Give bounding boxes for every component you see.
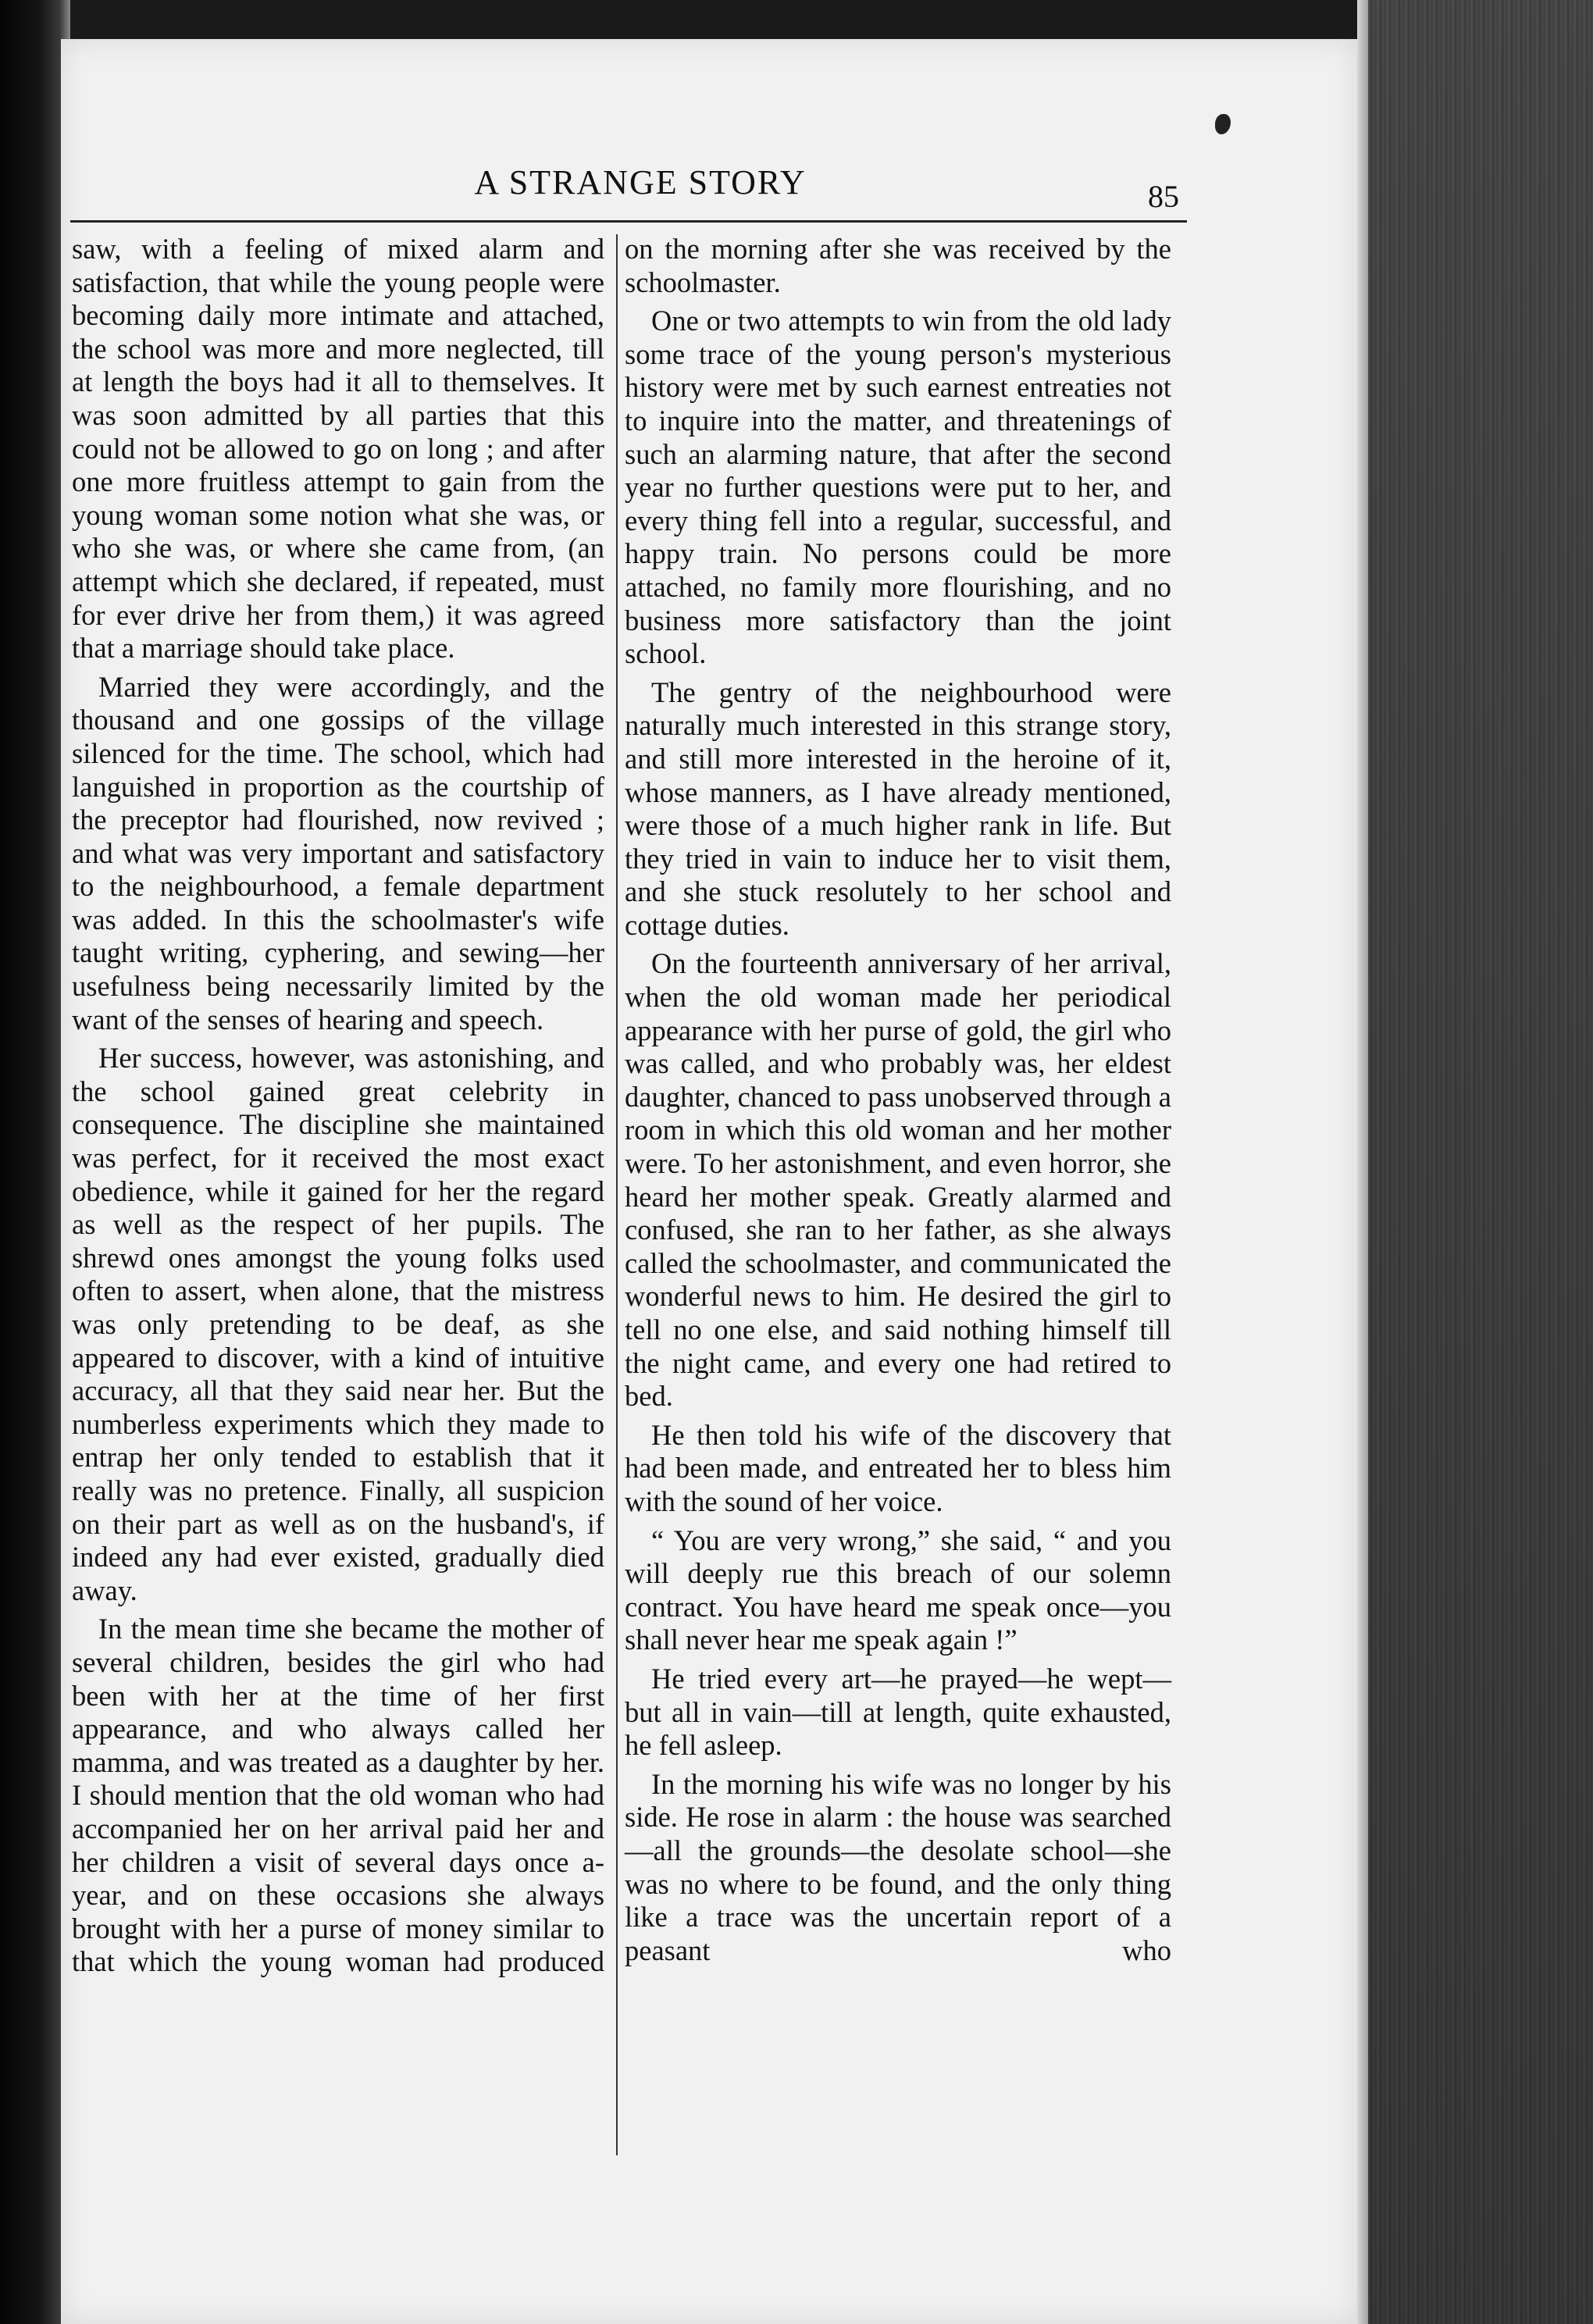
running-head: A STRANGE STORY <box>474 163 807 201</box>
header-rule <box>70 220 1187 223</box>
left-column <box>72 233 604 1979</box>
book-gutter-shadow <box>0 0 70 2324</box>
paragraph: Married they were accordingly, and the thousand and one gossips of the village silenced for the time. The school, which had languished in proportion as the courtship of the preceptor had flourished, now revived ; and what was very important and satisfactory to the neighbourhood, a female department was added. In this the schoolmaster's wife taught writing, cyphering, and sewing—her usefulness being necessarily limited by the want of the senses of hearing and speech. <box>72 670 604 1035</box>
column-divider <box>616 234 618 2155</box>
paragraph: on the morning after she was received by the schoolmaster. <box>625 233 1171 298</box>
paragraph: On the fourteenth anniversary of her arrival, when the old woman made her periodical appearance with her purse of gold, the girl who was called, and who probably was, her eldest daughter, chanced to pass unobserved through a room in which this old woman and her mother were. To her astonishment, and even horror, she heard her mother speak. Greatly alarmed and confused, she ran to her father, as she always called the schoolmaster, and communicated the wonderful news to him. He desired the girl to tell no one else, and said nothing himself till the night came, and every one had retired to bed. <box>625 947 1171 1413</box>
paragraph: Her success, however, was astonishing, and the school gained great celebrity in consequence. The discipline she maintained was perfect, for it received the most exact obedience, while it gained for her the regard as well as the respect of her pupils. The shrewd ones amongst the young folks used often to assert, when alone, that the mistress was only pretending to be deaf, as she appeared to discover, with a kind of intuitive accuracy, all that they said near her. But the numberless experiments which they made to entrap her only tended to establish that it really was no pretence. Finally, all suspicion on their part as well as on the husband's, if indeed any had ever existed, gradually died away. <box>72 1042 604 1606</box>
paragraph: He then told his wife of the discovery that had been made, and entreated her to bless him with the sound of her voice. <box>625 1418 1171 1517</box>
paragraph: “ You are very wrong,” she said, “ and you will deeply rue this breach of our solemn contract. You have heard me speak once—you shall never hear me speak again !” <box>625 1524 1171 1656</box>
paragraph: One or two attempts to win from the old lady some trace of the young person's mysterious history were met by such earnest entreaties not to inquire into the matter, and threatenings of such an alarming nature, that after the second year no further questions were put to her, and every thing fell into a regular, successful, and happy train. No persons could be more attached, no family more flourishing, and no business more satisfactory than the joint school. <box>625 305 1171 670</box>
paragraph: saw, with a feeling of mixed alarm and satisfaction, that while the young people were becoming daily more intimate and attached, the school was more and more neglected, till at length the boys had it all to themselves. It was soon admitted by all parties that this could not be allowed to go on long ; and after one more fruitless attempt to gain from the young woman some notion what she was, or who she was, or where she came from, (an attempt which she declared, if repeated, must for ever drive her from them,) it was agreed that a marriage should take place. <box>72 233 604 665</box>
right-column <box>625 233 1171 1967</box>
paragraph: He tried every art—he prayed—he wept—but all in vain—till at length, quite exhausted, he fell asleep. <box>625 1662 1171 1762</box>
paragraph: In the morning his wife was no longer by his side. He rose in alarm : the house was searched—all the grounds—the desolate school—she was no where to be found, and the only thing like a trace was the uncertain report of a peasant who <box>625 1767 1171 1966</box>
book-page-edges <box>1357 0 1593 2324</box>
paragraph: The gentry of the neighbourhood were naturally much interested in this strange story, and still more interested in the heroine of it, whose manners, as I have already mentioned, were those of a much higher rank in life. But they tried in vain to induce her to visit them, and she stuck resolutely to her school and cottage duties. <box>625 675 1171 941</box>
paragraph: In the mean time she became the mother of several children, besides the girl who had been with her at the time of her first appearance, and who always called her mamma, and was treated as a daughter by her. I should mention that the old woman who had accompanied her on her arrival paid her and her children a visit of several days once a-year, and on these occasions she always brought with her a purse of money similar to that which the young woman had produced <box>72 1613 604 1978</box>
page-number: 85 <box>1148 179 1179 214</box>
